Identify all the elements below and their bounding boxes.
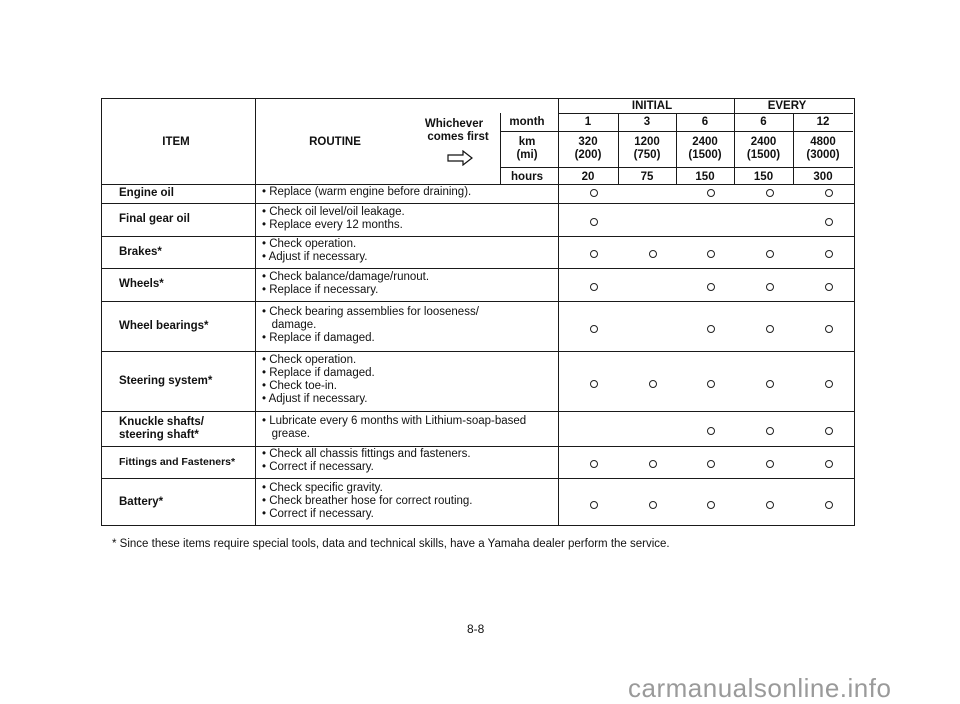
month-value: 3 xyxy=(643,116,651,128)
check-mark-icon xyxy=(825,460,833,468)
check-mark-icon xyxy=(766,325,774,333)
hours-value: 75 xyxy=(640,171,654,183)
grid-line xyxy=(101,411,855,412)
check-mark-icon xyxy=(707,460,715,468)
check-mark-icon xyxy=(825,283,833,291)
grid-line xyxy=(558,113,853,114)
mi-value: (3000) xyxy=(806,149,840,161)
grid-line xyxy=(101,236,855,237)
month-value: 1 xyxy=(584,116,592,128)
item-header: ITEM xyxy=(162,136,190,148)
item-label: Brakes* xyxy=(119,245,162,258)
check-mark-icon xyxy=(825,427,833,435)
routine-line: • Replace if damaged. xyxy=(262,367,375,379)
grid-line xyxy=(101,301,855,302)
check-mark-icon xyxy=(590,283,598,291)
mi-value: (1500) xyxy=(688,149,722,161)
check-mark-icon xyxy=(590,250,598,258)
km-value: 1200 xyxy=(634,136,660,148)
page-number: 8-8 xyxy=(467,622,485,636)
whichever-label: Whichever xyxy=(424,118,484,130)
grid-line xyxy=(101,351,855,352)
item-label: Battery* xyxy=(119,495,164,508)
grid-line xyxy=(500,113,501,184)
check-mark-icon xyxy=(766,380,774,388)
routine-line: • Correct if necessary. xyxy=(262,507,374,520)
grid-line xyxy=(101,203,855,204)
comes-first-label: comes first xyxy=(427,131,489,143)
grid-line xyxy=(676,113,677,184)
check-mark-icon xyxy=(590,218,598,226)
routine-line: • Adjust if necessary. xyxy=(262,251,368,263)
month-value: 6 xyxy=(760,116,767,128)
item-label: Fittings and Fasteners* xyxy=(119,455,236,468)
routine-line: grease. xyxy=(262,427,310,440)
right-arrow-icon xyxy=(447,150,473,166)
grid-line xyxy=(558,98,559,526)
initial-header: INITIAL xyxy=(631,100,673,112)
km-value: 4800 xyxy=(810,136,836,148)
grid-line xyxy=(734,98,735,184)
routine-line: • Replace (warm engine before draining). xyxy=(262,186,472,198)
mi-label: (mi) xyxy=(516,149,538,161)
km-value: 2400 xyxy=(750,136,777,148)
month-label: month xyxy=(509,116,545,128)
routine-line: • Check oil level/oil leakage. xyxy=(262,205,405,218)
item-label: Steering system* xyxy=(119,374,213,387)
mi-value: (750) xyxy=(633,149,661,161)
km-value: 2400 xyxy=(692,136,718,148)
check-mark-icon xyxy=(707,501,715,509)
routine-line: • Adjust if necessary. xyxy=(262,393,368,405)
check-mark-icon xyxy=(766,460,774,468)
routine-line: • Check bearing assemblies for looseness/ xyxy=(262,305,479,318)
check-mark-icon xyxy=(649,501,657,509)
routine-header: ROUTINE xyxy=(309,136,361,148)
routine-line: • Check specific gravity. xyxy=(262,481,383,494)
month-value: 12 xyxy=(816,116,830,128)
grid-line xyxy=(618,113,619,184)
check-mark-icon xyxy=(766,283,774,291)
footnote: * Since these items require special tools, data and technical skills, have a Yamaha dealer perform the service. xyxy=(112,538,670,550)
check-mark-icon xyxy=(825,218,833,226)
item-label: Final gear oil xyxy=(119,213,190,225)
every-header: EVERY xyxy=(767,100,807,112)
routine-line: • Check balance/damage/runout. xyxy=(262,270,430,283)
hours-label: hours xyxy=(511,171,543,183)
hours-value: 20 xyxy=(581,171,595,183)
check-mark-icon xyxy=(825,325,833,333)
check-mark-icon xyxy=(649,460,657,468)
check-mark-icon xyxy=(707,325,715,333)
check-mark-icon xyxy=(649,250,657,258)
check-mark-icon xyxy=(649,380,657,388)
watermark: carmanualsonline.info xyxy=(628,673,892,703)
grid-line xyxy=(793,113,794,184)
check-mark-icon xyxy=(590,380,598,388)
check-mark-icon xyxy=(766,501,774,509)
grid-line xyxy=(101,268,855,269)
grid-line xyxy=(101,184,855,185)
routine-line: • Check all chassis fittings and fasteners. xyxy=(262,448,471,460)
check-mark-icon xyxy=(590,325,598,333)
routine-line: • Replace every 12 months. xyxy=(262,218,403,231)
check-mark-icon xyxy=(590,460,598,468)
item-label: Wheels* xyxy=(119,278,164,290)
km-value: 320 xyxy=(578,136,598,148)
check-mark-icon xyxy=(707,283,715,291)
hours-value: 150 xyxy=(695,171,715,183)
check-mark-icon xyxy=(707,250,715,258)
check-mark-icon xyxy=(825,189,833,197)
check-mark-icon xyxy=(707,380,715,388)
routine-line: • Check operation. xyxy=(262,238,357,250)
check-mark-icon xyxy=(825,380,833,388)
routine-line: • Check operation. xyxy=(262,354,357,366)
km-label: km xyxy=(518,136,536,148)
grid-line xyxy=(101,478,855,479)
grid-line xyxy=(101,446,855,447)
check-mark-icon xyxy=(766,250,774,258)
routine-line: • Replace if necessary. xyxy=(262,283,379,296)
routine-line: • Correct if necessary. xyxy=(262,461,374,473)
check-mark-icon xyxy=(590,501,598,509)
check-mark-icon xyxy=(766,427,774,435)
routine-line: damage. xyxy=(262,318,317,331)
routine-line: • Replace if damaged. xyxy=(262,331,375,344)
hours-value: 150 xyxy=(753,171,774,183)
check-mark-icon xyxy=(766,189,774,197)
grid-line xyxy=(255,98,256,526)
check-mark-icon xyxy=(707,427,715,435)
check-mark-icon xyxy=(825,501,833,509)
check-mark-icon xyxy=(825,250,833,258)
routine-line: • Check toe-in. xyxy=(262,380,337,392)
month-value: 6 xyxy=(701,116,709,128)
hours-value: 300 xyxy=(813,171,833,183)
routine-line: • Lubricate every 6 months with Lithium-soap-based xyxy=(262,414,527,427)
item-label: Engine oil xyxy=(119,187,174,199)
check-mark-icon xyxy=(590,189,598,197)
item-label: steering shaft* xyxy=(119,428,199,441)
mi-value: (200) xyxy=(574,149,602,161)
item-label: Wheel bearings* xyxy=(119,319,209,332)
mi-value: (1500) xyxy=(746,149,781,161)
item-label: Knuckle shafts/ xyxy=(119,415,204,428)
check-mark-icon xyxy=(707,189,715,197)
routine-line: • Check breather hose for correct routing. xyxy=(262,494,473,507)
